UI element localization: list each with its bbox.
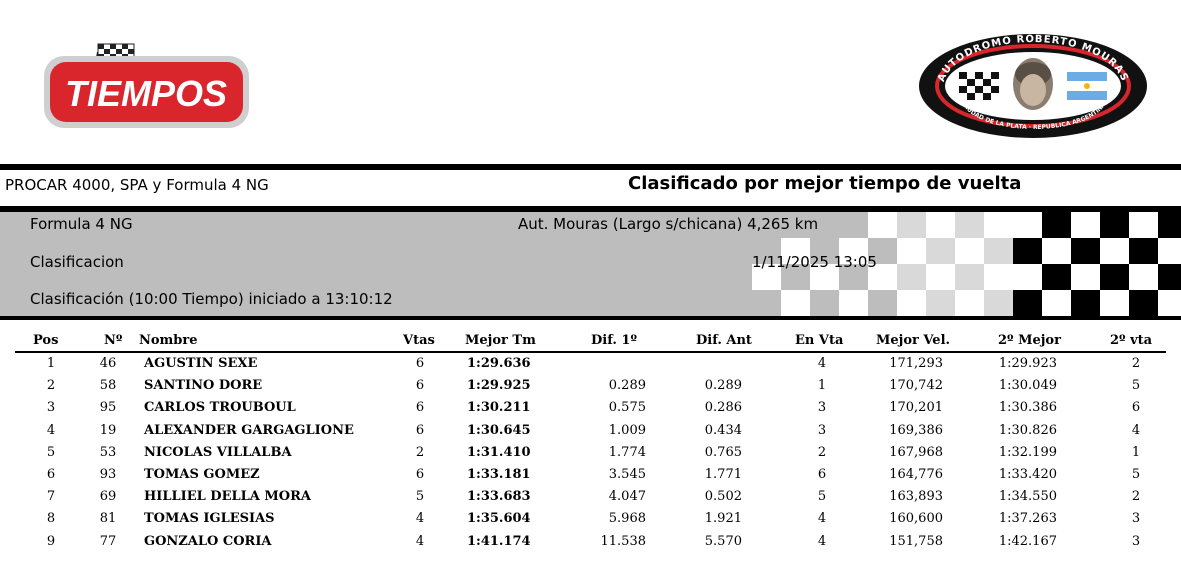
tiempos-logo-text: TIEMPOS [64, 73, 228, 114]
checker-square [1158, 290, 1181, 316]
session-details: Clasificación (10:00 Tiempo) iniciado a 13:10:12 [30, 290, 393, 308]
cell-second: 1:30.826 [998, 422, 1057, 438]
cell-name: TOMAS IGLESIAS [144, 511, 275, 527]
cell-second: 1:42.167 [998, 533, 1057, 549]
checker-square [955, 264, 984, 290]
checker-square [1100, 290, 1129, 316]
checker-square [984, 238, 1013, 264]
header-secondlap: 2º vta [1110, 333, 1153, 348]
checker-square [1042, 238, 1071, 264]
cell-dif1: 1.009 [608, 422, 646, 438]
table-header-rule [15, 351, 1166, 353]
cell-best: 1:41.174 [467, 533, 531, 549]
header-second: 2º Mejor [998, 333, 1061, 348]
header-best: Mejor Tm [465, 333, 536, 348]
cell-num: 19 [99, 422, 117, 438]
cell-name: AGUSTIN SEXE [144, 356, 258, 371]
checker-square [1158, 212, 1181, 238]
checker-square [926, 212, 955, 238]
cell-difant: 0.765 [704, 444, 742, 460]
cell-speed: 151,758 [889, 533, 943, 549]
cell-num: 69 [99, 489, 117, 505]
session-datetime: 1/11/2025 13:05 [752, 253, 877, 271]
cell-laps: 6 [415, 422, 425, 438]
cell-onlap: 4 [817, 533, 827, 549]
checker-square [1013, 238, 1042, 264]
cell-dif1: 0.289 [608, 378, 646, 394]
band-bottom-rule [0, 316, 1181, 320]
cell-laps: 4 [415, 511, 425, 527]
cell-speed: 167,968 [889, 444, 943, 460]
checker-square [1042, 212, 1071, 238]
cell-speed: 164,776 [889, 467, 943, 482]
cell-difant: 1.771 [704, 467, 742, 482]
checker-square [1013, 212, 1042, 238]
portrait-icon [1013, 58, 1053, 110]
cell-difant: 0.289 [704, 378, 742, 394]
checker-square [897, 212, 926, 238]
checkered-flag-icon [959, 72, 999, 100]
cell-speed: 160,600 [889, 511, 943, 527]
checker-square [926, 290, 955, 316]
checker-square [955, 290, 984, 316]
session-circuit: Aut. Mouras (Largo s/chicana) 4,265 km [518, 215, 819, 233]
event-name: PROCAR 4000, SPA y Formula 4 NG [5, 176, 269, 194]
checker-square [897, 290, 926, 316]
cell-laps: 6 [415, 356, 425, 371]
checker-square [1071, 264, 1100, 290]
checker-square [897, 264, 926, 290]
checker-square [839, 290, 868, 316]
cell-num: 53 [99, 444, 117, 460]
cell-dif1: 5.968 [608, 511, 646, 527]
cell-pos: 7 [46, 489, 56, 505]
cell-name: SANTINO DORE [144, 378, 263, 394]
checker-square [1013, 264, 1042, 290]
autodromo-top-text: AUTODROMO ROBERTO MOURAS [935, 33, 1131, 84]
cell-onlap: 3 [817, 422, 827, 438]
header-onlap: En Vta [795, 333, 844, 348]
checker-square [1100, 212, 1129, 238]
cell-pos: 5 [46, 444, 56, 460]
cell-best: 1:31.410 [467, 444, 531, 460]
cell-second: 1:33.420 [998, 467, 1057, 482]
checker-square [868, 212, 897, 238]
cell-name: NICOLAS VILLALBA [144, 444, 292, 460]
checker-square [1129, 264, 1158, 290]
cell-laps: 5 [415, 489, 425, 505]
cell-dif1: 11.538 [600, 533, 646, 549]
cell-difant: 0.502 [704, 489, 742, 505]
checker-square [1042, 264, 1071, 290]
header-pos: Pos [33, 333, 59, 348]
cell-pos: 2 [46, 378, 56, 394]
checker-square [1158, 264, 1181, 290]
cell-onlap: 4 [817, 356, 827, 371]
cell-pos: 3 [46, 400, 56, 416]
checker-square [926, 264, 955, 290]
cell-secondlap: 3 [1131, 511, 1141, 527]
cell-best: 1:30.211 [467, 400, 531, 416]
checker-square [1100, 238, 1129, 264]
checker-square [1071, 290, 1100, 316]
cell-name: CARLOS TROUBOUL [144, 400, 296, 416]
cell-speed: 171,293 [889, 356, 943, 371]
cell-secondlap: 1 [1131, 444, 1141, 460]
autodromo-logo [915, 30, 1151, 140]
checker-square [1042, 290, 1071, 316]
cell-secondlap: 5 [1131, 378, 1141, 394]
checker-square [1100, 264, 1129, 290]
cell-num: 77 [99, 533, 117, 549]
header-difant: Dif. Ant [696, 333, 752, 348]
cell-laps: 2 [415, 444, 425, 460]
cell-dif1: 1.774 [608, 444, 646, 460]
header-rule [0, 164, 1181, 170]
checker-square [781, 290, 810, 316]
cell-difant: 1.921 [704, 511, 742, 527]
cell-best: 1:33.181 [467, 467, 531, 482]
cell-dif1: 3.545 [608, 467, 646, 482]
cell-best: 1:29.636 [467, 356, 531, 371]
checker-square [897, 238, 926, 264]
cell-num: 95 [99, 400, 117, 416]
cell-speed: 170,742 [889, 378, 943, 394]
checker-square [1129, 290, 1158, 316]
cell-laps: 6 [415, 400, 425, 416]
cell-speed: 170,201 [889, 400, 943, 416]
cell-second: 1:34.550 [998, 489, 1057, 505]
cell-laps: 4 [415, 533, 425, 549]
cell-num: 93 [99, 467, 117, 482]
header-dif1: Dif. 1º [591, 333, 637, 348]
cell-second: 1:29.923 [998, 356, 1057, 371]
cell-secondlap: 4 [1131, 422, 1141, 438]
cell-secondlap: 2 [1131, 356, 1141, 371]
session-type: Clasificacion [30, 253, 124, 271]
header-speed: Mejor Vel. [876, 333, 951, 348]
header-name: Nombre [139, 333, 198, 348]
cell-onlap: 5 [817, 489, 827, 505]
checker-square [984, 212, 1013, 238]
cell-speed: 163,893 [889, 489, 943, 505]
argentina-flag-icon [1067, 72, 1107, 100]
cell-num: 46 [99, 356, 117, 371]
cell-difant: 0.434 [704, 422, 742, 438]
checker-square [955, 238, 984, 264]
cell-difant: 0.286 [704, 400, 742, 416]
cell-name: ALEXANDER GARGAGLIONE [144, 422, 354, 438]
cell-dif1: 4.047 [608, 489, 646, 505]
cell-dif1: 0.575 [608, 400, 646, 416]
session-category: Formula 4 NG [30, 215, 133, 233]
cell-best: 1:29.925 [467, 378, 531, 394]
checker-square [1071, 212, 1100, 238]
cell-second: 1:32.199 [998, 444, 1057, 460]
autodromo-bottom-text: CIUDAD DE LA PLATA · REPUBLICA ARGENTINA [961, 101, 1107, 132]
cell-onlap: 1 [817, 378, 827, 394]
cell-laps: 6 [415, 467, 425, 482]
checker-square [984, 264, 1013, 290]
cell-secondlap: 5 [1131, 467, 1141, 482]
cell-num: 58 [99, 378, 117, 394]
checker-square [1013, 290, 1042, 316]
checker-square [1129, 212, 1158, 238]
checker-square [926, 238, 955, 264]
cell-pos: 8 [46, 511, 56, 527]
cell-second: 1:30.386 [998, 400, 1057, 416]
checker-square [1071, 238, 1100, 264]
cell-name: HILLIEL DELLA MORA [144, 489, 311, 505]
cell-pos: 6 [46, 467, 56, 482]
cell-difant: 5.570 [704, 533, 742, 549]
cell-second: 1:30.049 [998, 378, 1057, 394]
checker-square [1129, 238, 1158, 264]
cell-secondlap: 3 [1131, 533, 1141, 549]
checker-square [955, 212, 984, 238]
cell-onlap: 3 [817, 400, 827, 416]
cell-num: 81 [99, 511, 117, 527]
cell-best: 1:30.645 [467, 422, 531, 438]
cell-pos: 9 [46, 533, 56, 549]
checker-square [1158, 238, 1181, 264]
cell-secondlap: 2 [1131, 489, 1141, 505]
tiempos-logo [40, 40, 255, 135]
header-laps: Vtas [403, 333, 435, 348]
cell-onlap: 4 [817, 511, 827, 527]
cell-name: TOMAS GOMEZ [144, 467, 260, 482]
cell-secondlap: 6 [1131, 400, 1141, 416]
cell-pos: 4 [46, 422, 56, 438]
cell-onlap: 2 [817, 444, 827, 460]
header-num: Nº [104, 333, 123, 348]
sort-title: Clasificado por mejor tiempo de vuelta [628, 173, 1022, 194]
cell-speed: 169,386 [889, 422, 943, 438]
cell-laps: 6 [415, 378, 425, 394]
cell-pos: 1 [46, 356, 56, 371]
checker-square [984, 290, 1013, 316]
cell-best: 1:33.683 [467, 489, 531, 505]
cell-name: GONZALO CORIA [144, 533, 272, 549]
cell-best: 1:35.604 [467, 511, 531, 527]
cell-second: 1:37.263 [998, 511, 1057, 527]
cell-onlap: 6 [817, 467, 827, 482]
